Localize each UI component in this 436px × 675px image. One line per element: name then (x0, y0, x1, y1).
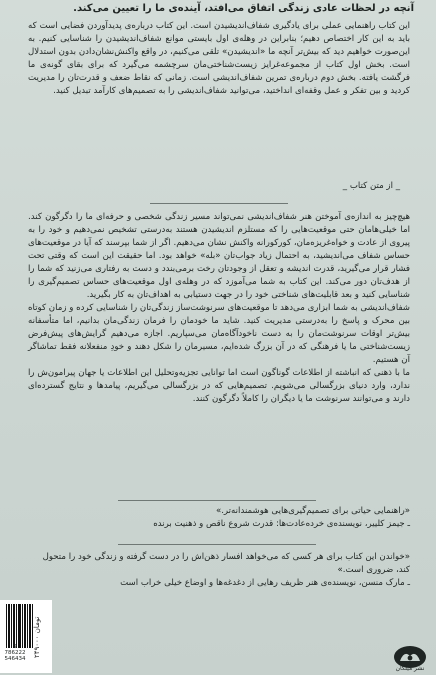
publisher-name: نشر میلکان (395, 665, 425, 672)
intro-paragraph: این کتاب راهنمایی عملی برای یادگیری شفاف‌اندیشیدن است. این کتاب درباره‌ی پدیدآوردن فضایی است که باید به این کار اختصاص دهیم؛ بنابراین در وهله‌ی اول بایستی موانع شفاف‌اندیشیدن را شناسایی کنیم. به این‌صورت خواهیم دید که بیش‌تر آنچه ما «اندیشیدن» تلقی می‌کنیم، در واقع واکنش‌نشان‌دادن بدون استدلال است. بخش اول کتاب از مجموعه‌غرایز زیست‌شناختی‌مان سرچشمه می‌گیرد که برای بقای گونه‌ی ما فرگشت یافته. بخش دوم درباره‌ی تمرین شفاف‌اندیشی است. زمانی که نقاط ضعف و قدرت‌تان را مدیریت کردید و بین تفکر و عمل وقفه‌ای انداختید، می‌توانید شفاف‌اندیشی را به تصمیم‌های کارآمد تبدیل کنید. (28, 21, 410, 96)
barcode-label (0, 600, 52, 673)
body-paragraph: ما با ذهنی که انباشته از اطلاعات گوناگون است اما توانایی تجزیه‌وتحلیل این اطلاعات یا جهان پیرامون‌ش را ندارد، وارد دنیای بزرگسالی می‌شویم. تصمیم‌هایی که در بزرگسالی می‌گیریم، پیامدها و نتایج گسترده‌ای دارند و می‌توانند سرنوشت ما یا دیگران را کاملاً دگرگون کنند. (28, 368, 410, 404)
separator-line (118, 544, 316, 545)
separator-line (150, 203, 288, 204)
quote-author: ـ مارک منسن، نویسنده‌ی هنر ظریف رهایی از دغدغه‌ها و اوضاع خیلی خراب است (120, 578, 410, 588)
quote-author: ـ جیمز کلییر، نویسنده‌ی خرده‌عادت‌ها: قدرت شروع ناقص و ذهنیت برنده (153, 519, 410, 529)
body-text (28, 211, 410, 406)
cover-title: آنچه در لحظات عادی زندگی اتفاق می‌افتد، آینده‌ی ما را تعیین می‌کند. (73, 3, 414, 14)
separator-line (118, 500, 316, 501)
quote-text: «راهنمایی حیاتی برای تصمیم‌گیری‌هایی هوشمندانه‌تر.» (215, 506, 410, 516)
quote-block (40, 505, 410, 531)
body-paragraph: شفاف‌اندیشی به شما ابزاری می‌دهد تا موقعیت‌های سرنوشت‌ساز زندگی‌تان را شناسایی کرده و زمان کوتاه بین محرک و پاسخ را به‌درستی مدیریت کنید. شاید ما خودمان را فرمان زندگی‌مان بدانیم، اما متأسفانه بیش‌تر اوقات سرنوشت‌مان را به دست ناخودآگاه‌مان می‌سپاریم. اجازه می‌دهیم گرایش‌های پیش‌فرض زیست‌شناختی ما یا فرهنگی که در آن بزرگ شده‌ایم، مسیرمان را شکل دهند و خودِ منفعلانه فقط تماشاگر آن هستیم. (28, 303, 410, 365)
source-note: _ از متن کتاب _ (342, 181, 400, 191)
quote-block (40, 551, 410, 590)
quote-text: «خواندن این کتاب برای هر کسی که می‌خواهد افسار ذهن‌اش را در دست گرفته و زندگی خود را متحول کند، ضروری است.» (42, 552, 410, 575)
body-paragraph: هیچ‌چیز به اندازه‌ی آموختن هنر شفاف‌اندیشی نمی‌تواند مسیر زندگی شخصی و حرفه‌ای ما را دگرگون کند. اما خیلی‌ها‌مان حتی موقعیت‌هایی را که مستلزم اندیشیدن هستند به‌درستی تشخیص نمی‌دهیم و خود را به پیروی از عادت و خواه‌غریزه‌مان، کورکورانه واکنش نشان می‌دهیم. اگر از شما بپرسند که آیا در موقعیت‌های حساس شفاف می‌اندیشید، به احتمال زیاد جواب‌تان «بله» خواهد بود. اما حقیقت این است که وقتی تحت فشار قرار می‌گیرید، قدرت اندیشه و تعقل از وجودتان رخت برمی‌بندد و دست به رفتاری می‌زنید که شما را از هدف‌تان دور می‌کند. این کتاب به شما می‌آموزد که در وهله‌ی اول موقعیت‌های حساس تصمیم‌گیری را شناسایی کنید و بعد قابلیت‌های شناختی خود را در جهت دستیابی به اهداف‌تان به کار بگیرید. (28, 212, 410, 300)
price-label: ۲۴۹۰۰۰ تومان (33, 616, 41, 658)
isbn-number: 9 786222 546434 (4, 644, 26, 662)
